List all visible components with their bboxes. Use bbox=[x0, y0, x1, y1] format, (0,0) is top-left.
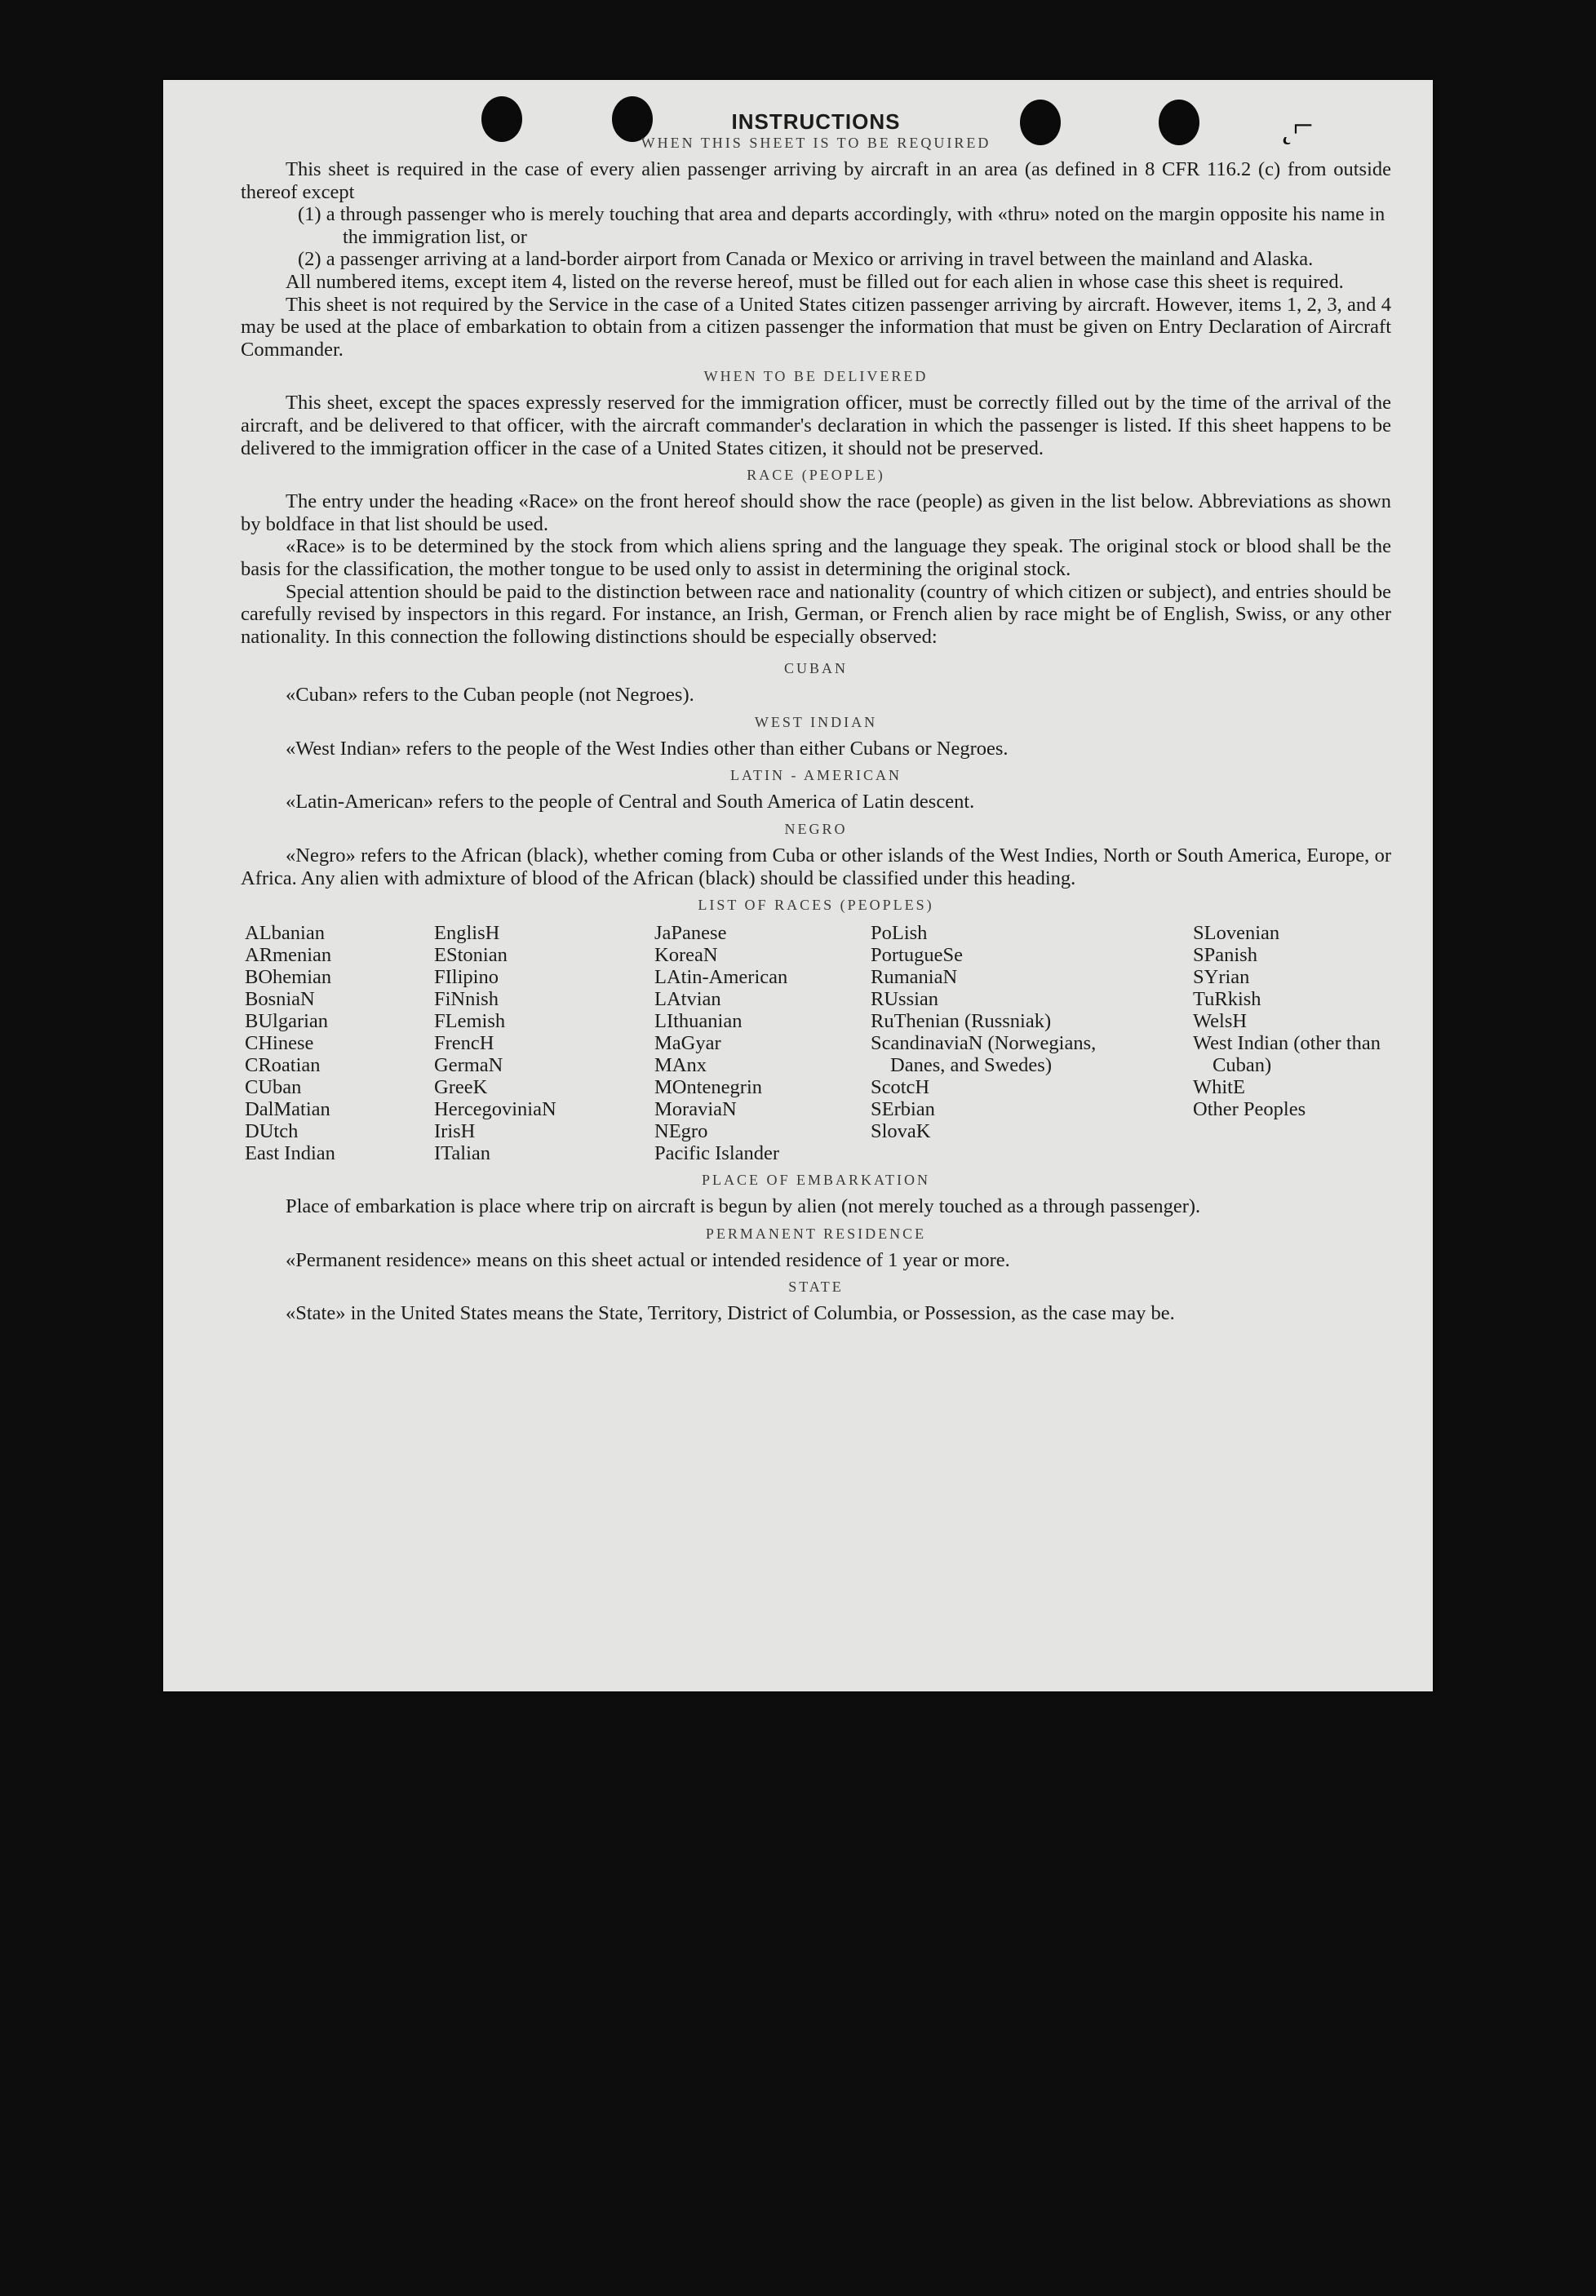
section-heading: RACE (PEOPLE) bbox=[747, 467, 885, 484]
race-entry: DUtch bbox=[245, 1120, 299, 1143]
section-heading: PLACE OF EMBARKATION bbox=[701, 1172, 931, 1189]
races-column bbox=[245, 922, 434, 1164]
race-entry: East Indian bbox=[245, 1142, 335, 1165]
paragraph: All numbered items, except item 4, listed on the reverse hereof, must be filled out for each alien in whose case this sheet is required. bbox=[286, 270, 1344, 293]
races-list bbox=[245, 922, 1391, 1164]
race-entry: NEgro bbox=[654, 1120, 708, 1143]
race-entry: DalMatian bbox=[245, 1098, 330, 1121]
list-item: (1) a through passenger who is merely touching that area and departs accordingly, with «thru» noted on the margin opposite his name in the immigration list, or bbox=[298, 203, 1385, 248]
paragraph: This sheet is required in the case of every alien passenger arriving by aircraft in an area (as defined in 8 CFR 116.2 (c) from outside thereof except bbox=[241, 158, 1391, 203]
paragraph: The entry under the heading «Race» on the front hereof should show the race (people) as given in the list below. Abbreviations as shown by boldface in that list should be used. bbox=[241, 490, 1391, 535]
race-entry: BOhemian bbox=[245, 966, 332, 989]
race-entry: LAtvian bbox=[654, 988, 721, 1011]
race-entry: FIlipino bbox=[434, 966, 499, 989]
paragraph: This sheet is not required by the Service in the case of a United States citizen passenger arriving by aircraft. However, items 1, 2, 3, and 4 may be used at the place of embarkation to obtain from a citizen passenger the information that must be given on Entry Declaration of Aircraft Commander. bbox=[241, 293, 1391, 361]
race-entry: RuThenian (Russniak) bbox=[871, 1010, 1052, 1033]
paragraph: «West Indian» refers to the people of the West Indies other than either Cubans or Negroes. bbox=[286, 737, 1009, 760]
race-entry: RumaniaN bbox=[871, 966, 958, 989]
race-entry: HercegoviniaN bbox=[434, 1098, 556, 1121]
race-entry: TuRkish bbox=[1193, 988, 1261, 1011]
race-entry: KoreaN bbox=[654, 944, 718, 967]
race-entry: MAnx bbox=[654, 1054, 707, 1077]
race-entry: West Indian (other than Cuban) bbox=[1193, 1032, 1381, 1077]
race-entry: GermaN bbox=[434, 1054, 503, 1077]
paragraph: Place of embarkation is place where trip on aircraft is begun by alien (not merely touched as a through passenger). bbox=[286, 1195, 1201, 1218]
section-heading: STATE bbox=[788, 1279, 844, 1296]
race-entry: ScotcH bbox=[871, 1076, 930, 1099]
race-entry: BUlgarian bbox=[245, 1010, 329, 1033]
race-entry: ARmenian bbox=[245, 944, 332, 967]
paragraph: «Negro» refers to the African (black), whether coming from Cuba or other islands of the West Indies, North or South America, Europe, or Africa. Any alien with admixture of blood of the African (black) should be classified under this heading. bbox=[241, 844, 1391, 889]
section-heading: WHEN THIS SHEET IS TO BE REQUIRED bbox=[641, 135, 991, 151]
races-column bbox=[1193, 922, 1397, 1164]
race-entry: CHinese bbox=[245, 1032, 314, 1055]
document-body bbox=[241, 109, 1391, 1325]
race-entry: FiNnish bbox=[434, 988, 499, 1011]
races-column bbox=[871, 922, 1193, 1164]
list-item: (2) a passenger arriving at a land-border airport from Canada or Mexico or arriving in travel between the mainland and Alaska. bbox=[298, 248, 1314, 271]
race-entry: GreeK bbox=[434, 1076, 488, 1099]
section-heading: PERMANENT RESIDENCE bbox=[705, 1225, 927, 1242]
race-entry: ITalian bbox=[434, 1142, 491, 1165]
race-entry: SLovenian bbox=[1193, 922, 1280, 945]
race-entry: Pacific Islander bbox=[654, 1142, 780, 1165]
race-entry: SPanish bbox=[1193, 944, 1257, 967]
race-entry: CRoatian bbox=[245, 1054, 321, 1077]
race-entry: MOntenegrin bbox=[654, 1076, 762, 1099]
race-entry: RUssian bbox=[871, 988, 939, 1011]
race-entry: SErbian bbox=[871, 1098, 935, 1121]
race-entry: JaPanese bbox=[654, 922, 727, 945]
race-entry: SlovaK bbox=[871, 1120, 931, 1143]
race-entry: CUban bbox=[245, 1076, 302, 1099]
race-entry: BosniaN bbox=[245, 988, 315, 1011]
race-entry: IrisH bbox=[434, 1120, 476, 1143]
section-heading: NEGRO bbox=[784, 821, 848, 838]
paragraph: «Latin-American» refers to the people of Central and South America of Latin descent. bbox=[286, 791, 975, 813]
section-heading: WHEN TO BE DELIVERED bbox=[703, 368, 929, 385]
race-entry: FLemish bbox=[434, 1010, 506, 1033]
race-entry: WelsH bbox=[1193, 1010, 1248, 1033]
paragraph: «Race» is to be determined by the stock from which aliens spring and the language they speak. The original stock or blood shall be the basis for the classification, the mother tongue to be used only to assist in determining the original stock. bbox=[241, 535, 1391, 580]
race-entry: MaGyar bbox=[654, 1032, 721, 1055]
race-entry: FrencH bbox=[434, 1032, 494, 1055]
document-page bbox=[163, 80, 1433, 1691]
race-entry: Other Peoples bbox=[1193, 1098, 1306, 1121]
race-entry: PoLish bbox=[871, 922, 928, 945]
race-entry: PortugueSe bbox=[871, 944, 963, 967]
paragraph: «State» in the United States means the State, Territory, District of Columbia, or Possession, as the case may be. bbox=[286, 1302, 1175, 1325]
pen-mark: ˛⌐ bbox=[1281, 105, 1314, 145]
section-heading: CUBAN bbox=[783, 660, 848, 677]
paragraph: «Cuban» refers to the Cuban people (not Negroes). bbox=[286, 684, 694, 707]
race-entry: EnglisH bbox=[434, 922, 500, 945]
race-entry: ScandinaviaN (Norwegians, Danes, and Swedes) bbox=[871, 1032, 1097, 1077]
races-column bbox=[654, 922, 871, 1164]
race-entry: LIthuanian bbox=[654, 1010, 743, 1033]
paragraph: Special attention should be paid to the distinction between race and nationality (country of which citizen or subject), and entries should be carefully revised by inspectors in this regard. For instance, an Irish, German, or French alien by race might be of English, Swiss, or any other nationality. In this connection the following distinctions should be especially observed: bbox=[241, 580, 1391, 648]
paragraph: This sheet, except the spaces expressly reserved for the immigration officer, must be correctly filled out by the time of the arrival of the aircraft, and be delivered to that officer, with the aircraft commander's declaration in which the passenger is listed. If this sheet happens to be delivered to the immigration officer in the case of a United States citizen, it should not be preserved. bbox=[241, 392, 1391, 459]
page-title: INSTRUCTIONS bbox=[731, 109, 901, 134]
race-entry: WhitE bbox=[1193, 1076, 1245, 1099]
paragraph: «Permanent residence» means on this sheet actual or intended residence of 1 year or more. bbox=[286, 1248, 1010, 1271]
race-entry: SYrian bbox=[1193, 966, 1250, 989]
race-entry: LAtin-American bbox=[654, 966, 788, 989]
races-column bbox=[434, 922, 654, 1164]
race-entry: MoraviaN bbox=[654, 1098, 737, 1121]
races-heading: LIST OF RACES (PEOPLES) bbox=[698, 897, 934, 914]
race-entry: ALbanian bbox=[245, 922, 325, 945]
section-heading: WEST INDIAN bbox=[754, 713, 878, 730]
race-entry: EStonian bbox=[434, 944, 508, 967]
section-heading: LATIN - AMERICAN bbox=[730, 767, 902, 784]
